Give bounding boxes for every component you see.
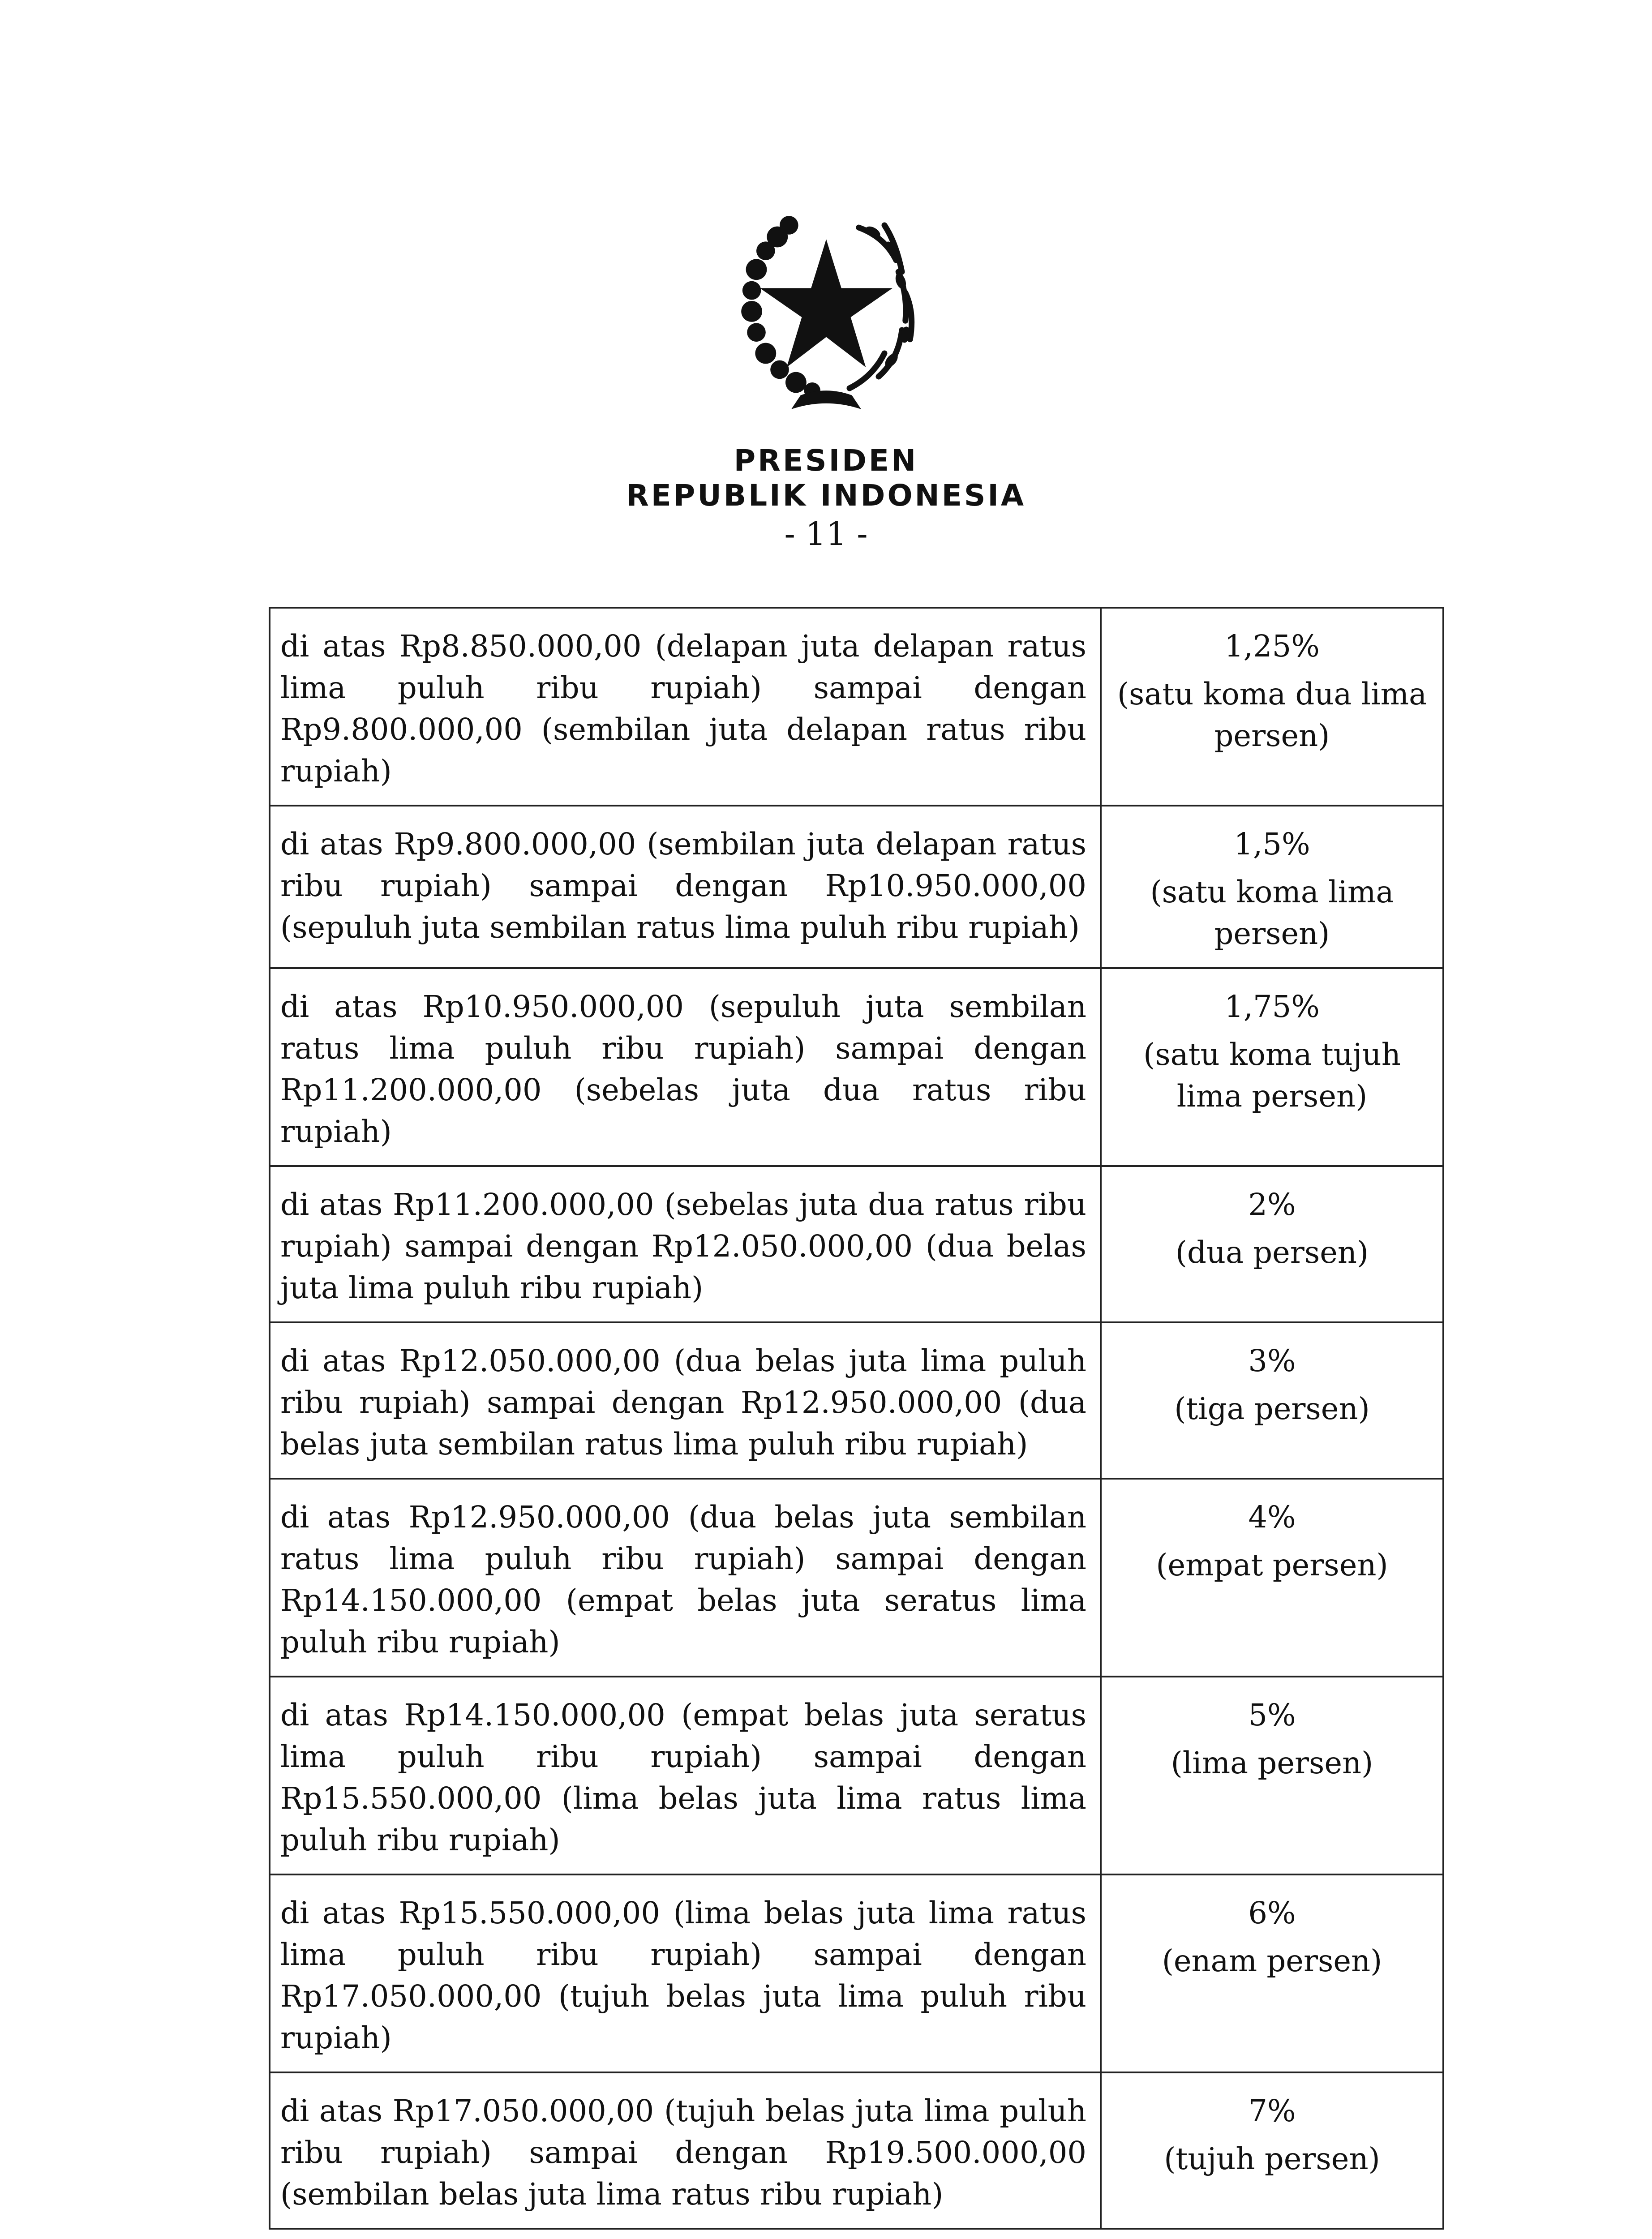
income-range-cell: di atas Rp8.850.000,00 (delapan juta delapan ratus lima puluh ribu rupiah) sampai dengan Rp9.800.000,00 (sembilan juta delapan ratus ribu rupiah) (270, 608, 1101, 806)
income-range-cell: di atas Rp11.200.000,00 (sebelas juta dua ratus ribu rupiah) sampai dengan Rp12.050.000,00 (dua belas juta lima puluh ribu rupiah) (270, 1166, 1101, 1322)
rate-cell (1101, 1874, 1443, 2072)
rate-cell (1101, 1166, 1443, 1322)
table-row (270, 1479, 1443, 1677)
rate-in-words: (enam persen) (1162, 1943, 1382, 1978)
presidential-emblem-icon (710, 190, 943, 423)
rate-percent: 3% (1248, 1343, 1296, 1378)
income-range-cell: di atas Rp9.800.000,00 (sembilan juta delapan ratus ribu rupiah) sampai dengan Rp10.950.000,00 (sepuluh juta sembilan ratus lima puluh ribu rupiah) (270, 806, 1101, 968)
rate-percent: 1,25% (1224, 629, 1320, 664)
rate-percent: 1,75% (1224, 989, 1320, 1024)
income-range-cell: di atas Rp12.950.000,00 (dua belas juta sembilan ratus lima puluh ribu rupiah) sampai dengan Rp14.150.000,00 (empat belas juta seratus lima puluh ribu rupiah) (270, 1479, 1101, 1677)
header-subtitle: REPUBLIK INDONESIA (626, 478, 1026, 513)
table-row (270, 1322, 1443, 1479)
income-range-cell: di atas Rp15.550.000,00 (lima belas juta lima ratus lima puluh ribu rupiah) sampai dengan Rp17.050.000,00 (tujuh belas juta lima puluh ribu rupiah) (270, 1874, 1101, 2072)
rate-cell (1101, 806, 1443, 968)
rate-cell (1101, 1479, 1443, 1677)
table-row (270, 1166, 1443, 1322)
table-row (270, 968, 1443, 1166)
rate-in-words: (empat persen) (1156, 1548, 1388, 1583)
table-row (270, 806, 1443, 968)
rate-percent: 1,5% (1234, 827, 1310, 862)
rate-percent: 5% (1248, 1698, 1296, 1733)
rate-cell (1101, 608, 1443, 806)
rate-cell (1101, 968, 1443, 1166)
table-row (270, 2072, 1443, 2229)
rate-cell (1101, 1677, 1443, 1874)
rate-in-words: (satu koma dua lima persen) (1117, 677, 1427, 753)
income-range-cell: di atas Rp14.150.000,00 (empat belas juta seratus lima puluh ribu rupiah) sampai dengan Rp15.550.000,00 (lima belas juta lima ratus lima puluh ribu rupiah) (270, 1677, 1101, 1874)
rate-in-words: (satu koma lima persen) (1150, 875, 1394, 951)
rate-in-words: (tujuh persen) (1164, 2141, 1380, 2176)
table-row (270, 1677, 1443, 1874)
table-row (270, 608, 1443, 806)
page-number: - 11 - (784, 515, 868, 553)
income-range-cell: di atas Rp17.050.000,00 (tujuh belas juta lima puluh ribu rupiah) sampai dengan Rp19.500.000,00 (sembilan belas juta lima ratus ribu rupiah) (270, 2072, 1101, 2229)
table-row (270, 1874, 1443, 2072)
rate-percent: 7% (1248, 2093, 1296, 2128)
rate-percent: 4% (1248, 1500, 1296, 1535)
rate-cell (1101, 1322, 1443, 1479)
rate-in-words: (tiga persen) (1174, 1391, 1370, 1426)
rate-percent: 2% (1248, 1187, 1296, 1222)
rate-in-words: (satu koma tujuh lima persen) (1143, 1037, 1401, 1114)
tax-rate-table (269, 607, 1444, 2230)
rate-cell (1101, 2072, 1443, 2229)
rate-percent: 6% (1248, 1896, 1296, 1930)
income-range-cell: di atas Rp12.050.000,00 (dua belas juta lima puluh ribu rupiah) sampai dengan Rp12.950.000,00 (dua belas juta sembilan ratus lima puluh ribu rupiah) (270, 1322, 1101, 1479)
rate-in-words: (dua persen) (1175, 1235, 1369, 1270)
header-title: PRESIDEN (734, 443, 918, 478)
income-range-cell: di atas Rp10.950.000,00 (sepuluh juta sembilan ratus lima puluh ribu rupiah) sampai dengan Rp11.200.000,00 (sebelas juta dua ratus ribu rupiah) (270, 968, 1101, 1166)
rate-in-words: (lima persen) (1171, 1746, 1373, 1780)
